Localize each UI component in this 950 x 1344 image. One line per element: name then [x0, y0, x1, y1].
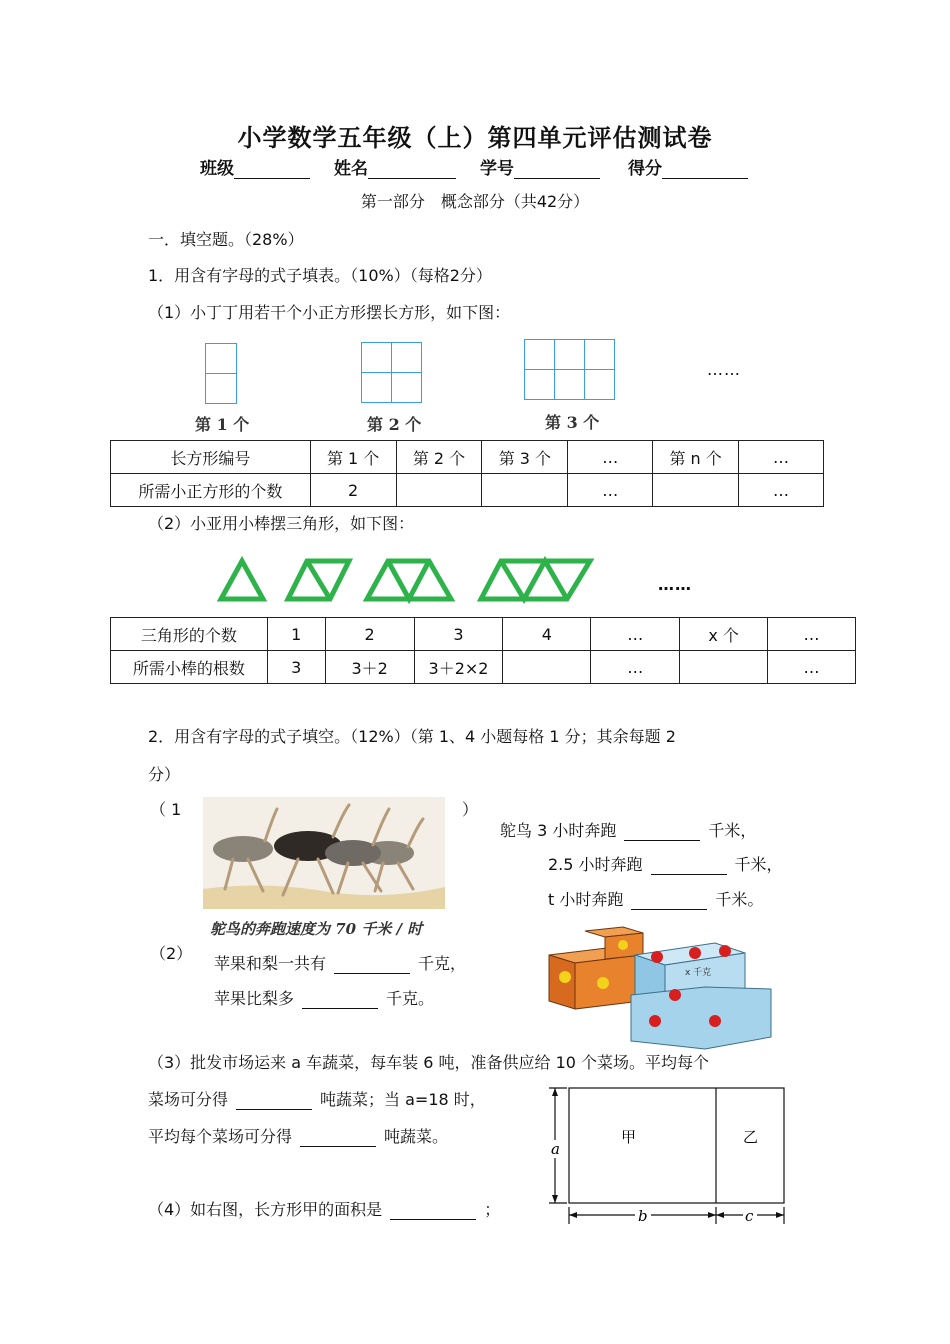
label-c: c: [745, 1207, 754, 1225]
box-label: x 千克: [685, 968, 712, 978]
q2-4-text: （4）如右图，长方形甲的面积是 ；: [148, 1200, 501, 1219]
name-field: 姓名: [334, 154, 456, 179]
q2-1-label: （ 1: [150, 800, 182, 819]
figure-caption-1: 第 1 个: [195, 415, 250, 434]
table-cell: 所需小正方形的个数: [111, 474, 311, 507]
table-cell: x 个: [680, 618, 768, 651]
table-cell: …: [591, 618, 680, 651]
table-cell: …: [739, 474, 824, 507]
table-row: [111, 618, 856, 651]
table-row: [111, 441, 824, 474]
table-cell: 3＋2: [325, 651, 414, 684]
fruit-boxes-picture: [545, 925, 775, 1051]
q2-3-text: （3）批发市场运来 a 车蔬菜，每车装 6 吨，准备供应给 10 个菜场。平均每个: [148, 1053, 710, 1072]
table-cell: …: [591, 651, 680, 684]
ellipsis-triangles: ……: [658, 575, 692, 594]
table-cell: [503, 651, 591, 684]
table-cell: [396, 474, 482, 507]
label-yi: 乙: [743, 1128, 759, 1146]
table-cell: …: [768, 618, 856, 651]
q2-3-line-3: 平均每个菜场可分得 吨蔬菜。: [148, 1127, 449, 1146]
table-cell: 3: [267, 651, 325, 684]
table-cell: …: [739, 441, 824, 474]
table-cell: 1: [267, 618, 325, 651]
figure-caption-2: 第 2 个: [367, 415, 422, 434]
table-cell: 第 1 个: [310, 441, 396, 474]
rectangle-table: [110, 440, 824, 507]
label-jia: 甲: [621, 1128, 637, 1146]
ostrich-caption: 鸵鸟的奔跑速度为 70 千米 / 时: [210, 920, 423, 938]
table-cell: …: [568, 474, 653, 507]
q2-1-line-2: 2.5 小时奔跑 千米，: [548, 855, 783, 874]
class-field: 班级: [200, 154, 310, 179]
table-cell: [680, 651, 768, 684]
table-row: [111, 651, 856, 684]
q2-2-label: （2）: [150, 944, 193, 963]
q2-2-line-1: 苹果和梨一共有 千克，: [214, 954, 467, 973]
table-cell: [653, 474, 739, 507]
ostrich-picture: [203, 797, 445, 909]
q2-heading: 2．用含有字母的式子填空。（12%）（第 1、4 小题每格 1 分；其余每题 2: [148, 727, 676, 746]
table-cell: 3: [414, 618, 503, 651]
table-cell: 三角形的个数: [111, 618, 268, 651]
table-cell: 2: [310, 474, 396, 507]
part1-title: 第一部分 概念部分（共42分）: [360, 192, 590, 211]
q1-heading: 1．用含有字母的式子填表。（10%）（每格2分）: [148, 266, 492, 285]
q2-1-line-3: t 小时奔跑 千米。: [548, 890, 764, 909]
q2-heading-cont: 分）: [148, 765, 181, 784]
table-cell: …: [568, 441, 653, 474]
rectangle-area-diagram: [545, 1082, 795, 1228]
q1-1-text: （1）小丁丁用若干个小正方形摆长方形，如下图：: [148, 303, 511, 322]
q2-3-line-2: 菜场可分得 吨蔬菜；当 a=18 时，: [148, 1090, 486, 1109]
table-cell: …: [768, 651, 856, 684]
q2-2-line-2: 苹果比梨多 千克。: [214, 989, 435, 1008]
table-cell: 4: [503, 618, 591, 651]
q1-2-text: （2）小亚用小棒摆三角形，如下图：: [148, 514, 415, 533]
label-a: a: [551, 1140, 560, 1158]
section1-heading: 一．填空题。（28%）: [148, 230, 304, 249]
page-title: 小学数学五年级（上）第四单元评估测试卷: [237, 124, 713, 152]
q2-1-line-1: 鸵鸟 3 小时奔跑 千米，: [500, 821, 757, 840]
score-field: 得分: [628, 154, 748, 179]
triangle-table: [110, 617, 856, 684]
table-cell: 第 n 个: [653, 441, 739, 474]
table-cell: 长方形编号: [111, 441, 311, 474]
table-row: [111, 474, 824, 507]
table-cell: 第 2 个: [396, 441, 482, 474]
student-id-field: 学号: [480, 154, 600, 179]
triangle-sticks-figure: [215, 553, 605, 605]
label-b: b: [638, 1207, 648, 1225]
figure-caption-3: 第 3 个: [545, 413, 600, 432]
table-cell: 第 3 个: [482, 441, 568, 474]
table-cell: [482, 474, 568, 507]
table-cell: 所需小棒的根数: [111, 651, 268, 684]
table-cell: 2: [325, 618, 414, 651]
ellipsis-rectangles: ……: [707, 360, 741, 379]
table-cell: 3＋2×2: [414, 651, 503, 684]
q2-1-label-close: ）: [462, 800, 479, 819]
